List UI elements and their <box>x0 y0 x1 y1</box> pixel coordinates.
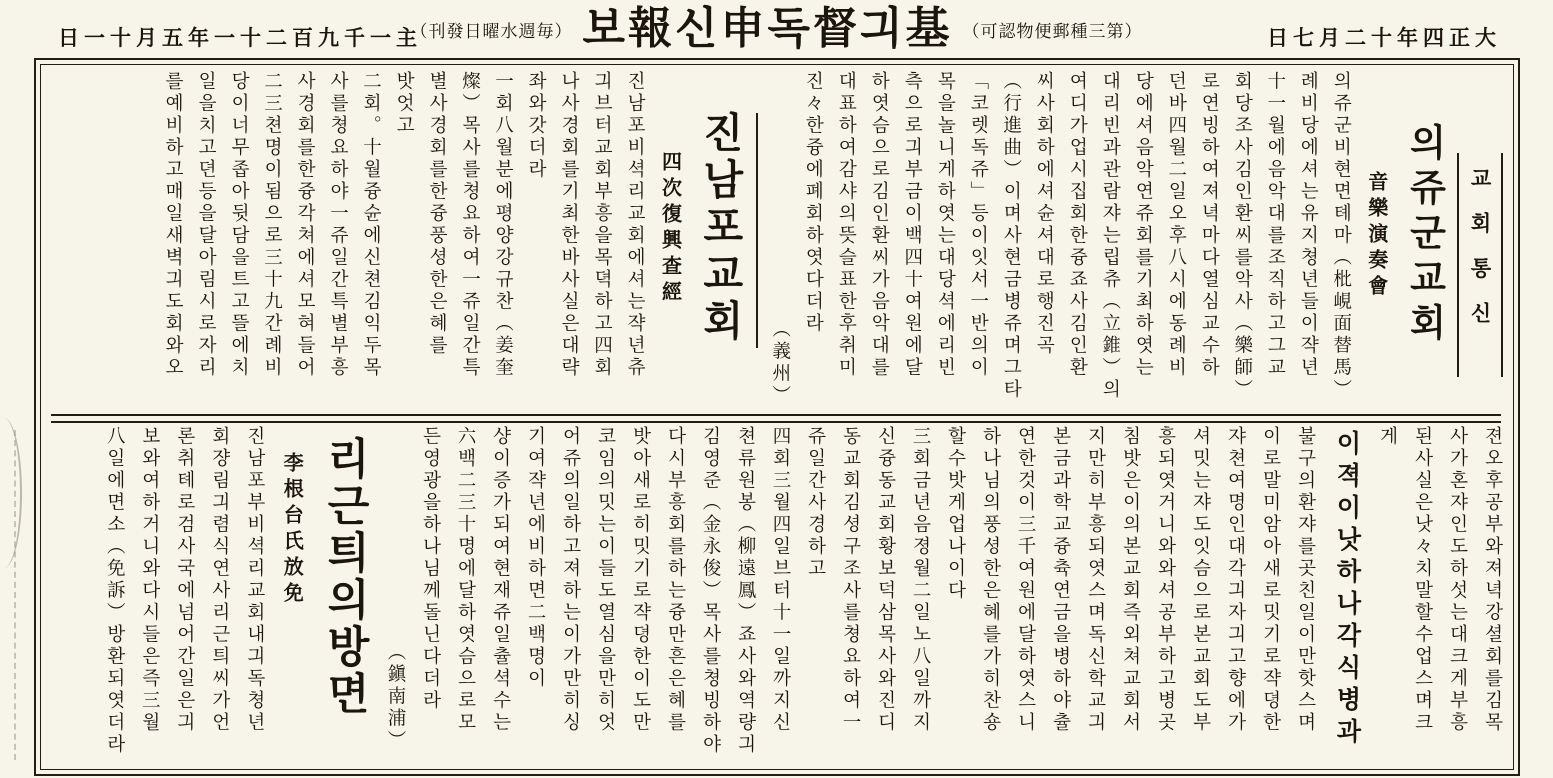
article-jinnampo-attribution: （鎭南浦） <box>385 642 405 752</box>
text-column: 이로말미암아새로밋기로쟉뎡한 <box>1260 426 1280 734</box>
text-column: 하나님의풍셩한은혜를가히찬숑 <box>980 426 1000 734</box>
band-top <box>49 71 1503 411</box>
text-column: 三회금년음졍월二일노八일까지 <box>910 426 930 734</box>
text-column: 든영광을하나님께돌닌다더라 <box>420 426 440 712</box>
masthead-date-left: 日一十月五年一十二百九千一主 <box>58 26 422 50</box>
text-column: 쟈쳔여명인대각긔자긔고향에가 <box>1225 426 1245 734</box>
text-column: 기여쟉년에비하면二백명이 <box>525 426 545 690</box>
article-release-subhead: 李根台氏放免 <box>280 452 303 608</box>
text-column: 좌와갓더라 <box>525 71 546 181</box>
text-column: 측으로긔부금이백四十여원에달 <box>901 71 922 379</box>
text-column: 례비당에셔는유지쳥년들이쟉년 <box>1297 71 1318 379</box>
text-column: 「코렛독쥬」등이잇서一반의이 <box>967 71 988 379</box>
text-column: 八일에면소（免訴）방환되엿더라 <box>104 426 125 756</box>
text-column: 샹이증가되여현재쥬일츌셕수는 <box>490 426 510 734</box>
section-header-box: 교회통신 <box>1457 153 1503 377</box>
article-divider-rule <box>756 113 758 348</box>
article-uiju-attribution: （義州） <box>769 319 790 407</box>
text-column: 二三쳔명이됨으로三十九간례비 <box>261 71 282 379</box>
text-column: 사를쳥요하야一쥬일간특별부흥 <box>327 71 348 379</box>
text-column: 대리빈과관람쟈는립츄（立錐）의 <box>1099 71 1120 401</box>
text-column: 신즁동교회황보덕삼목사와진디 <box>875 426 895 734</box>
text-column: 燦）목사를쳥요하여一쥬일간특 <box>459 71 480 379</box>
text-column: 불구의환쟈를곳친일이만핫스며 <box>1295 426 1315 734</box>
text-column: 여디가업시집회한즁죠사김인환 <box>1066 71 1087 379</box>
text-column: 게 <box>1377 426 1397 448</box>
text-column: 대표하여감샤의뜻슬표한후취미 <box>835 71 856 379</box>
page-frame <box>34 58 1520 776</box>
text-column: 씨사회하에셔슌셔대로행진곡 <box>1033 71 1054 357</box>
text-column: 젼오후공부와져녁강셜회를김목 <box>1482 426 1502 734</box>
article-release-headline: 리근틔의방면 <box>321 436 368 718</box>
text-column: 六백二三十명에달하엿슴으로모 <box>455 426 475 734</box>
paper-edge-crease <box>14 430 16 760</box>
text-column: 보와여하거니와다시들은즉三월 <box>139 426 160 734</box>
article-uiju-subhead: 音樂演奏會 <box>1364 171 1387 301</box>
article-jinnampo-subhead: 四次復興查經 <box>658 151 681 307</box>
text-column: 김영준（金永俊）목사를쳥빙하야 <box>700 426 720 756</box>
text-column: 목을놀니게하엿는대당셕에리빈 <box>934 71 955 379</box>
text-column: 로연빙하여져녁마다열심교수하 <box>1198 71 1219 379</box>
band-divider-rule <box>51 414 1501 423</box>
text-column: 론취톄로검사국에넘어간일은긔 <box>174 426 195 734</box>
text-column: 회쟝림긔렴식연사리근틔씨가언 <box>209 426 230 734</box>
text-column: 나사경회를기최한바사실은대략 <box>558 71 579 379</box>
text-column: 일을치고뎐등을달아림시로자리 <box>195 71 216 379</box>
text-column: 지만히부흥되엿스며독신학교긔 <box>1085 426 1105 734</box>
text-column: 침밧은이의본교회즉외쳐교회서 <box>1120 426 1140 734</box>
text-column: 一회八월분에평양강규찬（姜奎 <box>492 71 513 379</box>
paper-fold-mark <box>0 418 22 568</box>
text-column: 할수밧게업나이다 <box>945 426 965 602</box>
text-column: 진남포비셕리교회에셔는쟉년츄 <box>624 71 645 379</box>
text-column: 밧아새로히밋기로쟉뎡한이도만 <box>630 426 650 734</box>
masthead-title: 보報신申독督긔基 <box>582 4 953 53</box>
text-column: 를예비하고매일새벽긔도회와오 <box>162 71 183 379</box>
text-column: 사가혼쟈인도하섯는대크게부흥 <box>1447 426 1467 734</box>
masthead-weekly-label: （刊發日曜水週毎） <box>410 21 573 41</box>
article-uiju-headline: 의쥬군교회 <box>1403 123 1444 348</box>
text-column: 코임의밋는이들도열심을만히엇 <box>595 426 615 734</box>
text-column: 二회。十월즁슌에신쳔김익두목 <box>360 71 381 379</box>
text-column: 셔밋는쟈도잇슴으로본교회도부 <box>1190 426 1210 734</box>
masthead <box>0 0 1553 58</box>
masthead-date-right: 日七月二十年四正大 <box>1267 26 1501 50</box>
article-jinnampo-headline: 진남포교회 <box>696 111 743 346</box>
text-column: 당에셔음악연쥬회를기최하엿는 <box>1132 71 1153 379</box>
text-column: 별사경회를한즁풍셩한은혜를 <box>426 71 447 357</box>
text-column: 연한것이三千여원에달하엿스니 <box>1015 426 1035 734</box>
text-column: 진남포부비셕리교회내긔독쳥년 <box>244 426 265 734</box>
text-column: 十一월에음악대를조직하고그교 <box>1264 71 1285 379</box>
band-bottom <box>49 426 1503 756</box>
text-column: 四회三월四일브터十一일까지신 <box>770 426 790 734</box>
text-column: 하엿슴으로김인환씨가음악대를 <box>868 71 889 379</box>
text-column: 사경회를한즁각쳐에셔모혀들어 <box>294 71 315 379</box>
text-column: 당이너무좁아뒷담을트고뜰에치 <box>228 71 249 379</box>
text-column: 밧엇고 <box>393 71 414 137</box>
text-column: 본금과학교즁츅연금을병하야츌 <box>1050 426 1070 734</box>
text-column: 긔브터교회부흥을목뎍하고四회 <box>591 71 612 379</box>
text-column: 동교회김셩구조사를쳥요하여一 <box>840 426 860 734</box>
text-column: 회당조사김인환씨를악사（樂師） <box>1231 71 1252 401</box>
text-column: 흥되엿거니와와셔공부하고병곳 <box>1155 426 1175 734</box>
text-column: 다시부흥회를하는즁만흔은혜를 <box>665 426 685 734</box>
text-column: 이젹이낫하나각식병과 <box>1333 430 1360 750</box>
text-column: 의쥬군비현면톄마（枇峴面替馬） <box>1330 71 1351 401</box>
text-column: 된사실은낫々치말할수업스며크 <box>1412 426 1432 734</box>
text-column: 어쥬의일하고져하는이가만히싱 <box>560 426 580 734</box>
text-column: 쳔류원봉（柳遠鳳）죠사와역량긔 <box>735 426 755 756</box>
text-column: 던바四월二일오후八시에동례비 <box>1165 71 1186 379</box>
masthead-postal-label: （可認物便郵種三第） <box>962 21 1143 41</box>
text-column: 진々한즁에폐회하엿다더라 <box>802 71 823 335</box>
text-column: （行進曲）이며사현금병쥬며그타 <box>1000 71 1021 401</box>
text-column: 쥬일간사경하고 <box>805 426 825 580</box>
